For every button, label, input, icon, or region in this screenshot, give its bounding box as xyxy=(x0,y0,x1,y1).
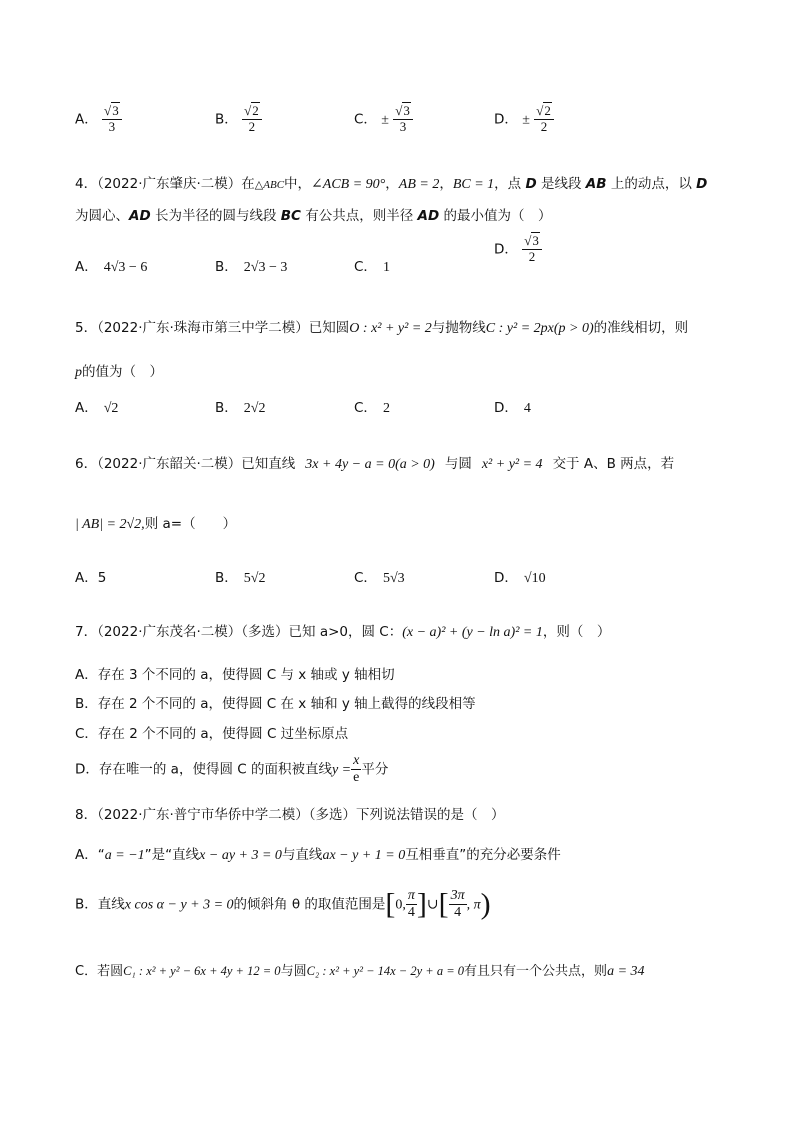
q5-option-d[interactable] xyxy=(494,396,531,417)
math-expression: x cos α − y + 3 = 0 xyxy=(124,897,234,913)
denominator: 3 xyxy=(399,118,407,134)
fraction: $\frac{√2}{2}$ xyxy=(534,104,554,135)
question-number: 7． xyxy=(75,624,98,640)
denominator: 2 xyxy=(248,118,256,134)
q4-option-c[interactable] xyxy=(354,255,390,276)
question-number: 8． xyxy=(75,807,98,823)
fraction: $\frac{√3}{3}$ xyxy=(102,104,122,135)
option-value: 4√3 − 6 xyxy=(103,260,148,275)
denominator: 4 xyxy=(454,905,462,921)
text: 交于 A、B 两点，若 xyxy=(552,456,675,472)
question-source: （2022·广东茂名·二模）（多选）已知 a>0，圆 C： xyxy=(97,624,403,640)
option-letter: B． xyxy=(215,111,238,128)
option-letter: B． xyxy=(75,896,98,913)
option-value: 1 xyxy=(382,260,390,275)
text: “ xyxy=(97,847,105,863)
numerator: 3π xyxy=(449,888,467,905)
option-letter: C． xyxy=(354,400,377,416)
option-letter: A． xyxy=(75,570,98,586)
q4-option-d[interactable] xyxy=(494,234,542,265)
math-expression: y = xyxy=(331,762,352,778)
math-variable: AD xyxy=(417,208,440,224)
option-letter: C． xyxy=(354,570,377,586)
math-expression: △ABC xyxy=(254,179,285,191)
denominator: 2 xyxy=(528,248,536,264)
option-letter: D． xyxy=(494,570,518,586)
q7-option-c[interactable]: C．存在 2 个不同的 a，使得圆 C 过坐标原点 xyxy=(75,726,349,742)
text: 有公共点，则半径 xyxy=(300,208,418,224)
option-value: 5√2 xyxy=(243,571,266,586)
q7-option-a[interactable]: A．存在 3 个不同的 a，使得圆 C 与 x 轴或 y 轴相切 xyxy=(75,667,395,683)
text: 与圆 xyxy=(444,456,472,472)
fraction xyxy=(351,753,361,786)
text: 平分 xyxy=(361,761,389,778)
denominator: 3 xyxy=(108,118,116,134)
q6-option-a[interactable] xyxy=(75,566,106,586)
option-letter: C． xyxy=(75,964,98,979)
math-variable: p xyxy=(75,365,82,380)
q3-option-a[interactable] xyxy=(75,104,122,135)
math-expression: BC = 1 xyxy=(452,177,495,192)
q5-option-a[interactable] xyxy=(75,396,118,417)
math-expression: C₂ : x² + y² − 14x − 2y + a = 0 xyxy=(306,964,465,978)
denominator: 4 xyxy=(407,905,415,921)
text: 的值为（ ） xyxy=(82,364,163,380)
math-expression: AB = 2 xyxy=(398,177,440,192)
plus-minus-sign: ± xyxy=(522,112,530,128)
denominator: e xyxy=(353,770,360,786)
text: 上的动点，以 xyxy=(606,176,697,192)
option-value: 2 xyxy=(382,401,390,416)
q3-option-c[interactable] xyxy=(354,104,413,135)
text: 则 a=（ ） xyxy=(144,516,237,532)
question-source: （2022·广东肇庆·二模）在 xyxy=(97,176,255,192)
q8-option-c[interactable] xyxy=(75,960,645,980)
numerator: π xyxy=(406,888,417,905)
math-expression: 0, xyxy=(395,897,406,913)
numerator: x xyxy=(351,753,361,770)
math-expression: | AB| = 2√2, xyxy=(75,517,145,532)
radicand: 3 xyxy=(403,103,410,118)
radicand: 2 xyxy=(252,103,259,118)
q7-stem xyxy=(75,620,610,641)
question-number: 5． xyxy=(75,320,98,336)
option-value: 5√3 xyxy=(382,571,405,586)
option-value: 4 xyxy=(523,401,531,416)
math-expression: C : y² = 2px(p > 0) xyxy=(485,321,594,336)
q5-option-b[interactable] xyxy=(215,396,265,417)
option-letter: B． xyxy=(215,259,238,275)
q8-option-b[interactable]: B．直线x cos α − y + 3 = 0的倾斜角 θ 的取值范围是[0, $\frac{\pi}{4}$ ]∪[ $\frac{3\pi}{4}$ , π) xyxy=(75,887,491,921)
plus-minus-sign: ± xyxy=(381,112,389,128)
union-symbol: ∪ xyxy=(426,897,439,913)
question-source: （2022·广东·珠海市第三中学二模）已知圆 xyxy=(97,320,350,336)
math-expression: ∠ACB = 90° xyxy=(311,177,386,192)
math-expression: C₁ : x² + y² − 6x + 4y + 12 = 0 xyxy=(123,964,281,978)
text: 与圆 xyxy=(280,964,307,979)
fraction: $\frac{√3}{3}$ xyxy=(393,104,413,135)
q5-stem-line-1 xyxy=(75,316,688,337)
math-expression: (x − a)² + (y − ln a)² = 1 xyxy=(402,625,543,640)
text: 的最小值为（ ） xyxy=(439,208,552,224)
option-letter: A． xyxy=(75,111,98,128)
q4-option-a[interactable] xyxy=(75,255,147,276)
text: 为圆心、 xyxy=(75,208,129,224)
q4-stem-line-2 xyxy=(75,204,552,224)
math-expression: x − ay + 3 = 0 xyxy=(199,848,282,863)
option-letter: A． xyxy=(75,400,98,416)
q3-option-d[interactable] xyxy=(494,104,554,135)
option-value: √2 xyxy=(103,401,119,416)
text: 的倾斜角 θ 的取值范围是 xyxy=(233,896,386,913)
q6-option-c[interactable] xyxy=(354,566,405,587)
math-variable: D xyxy=(696,176,708,192)
q3-option-b[interactable] xyxy=(215,104,262,135)
question-number: 4． xyxy=(75,176,98,192)
fraction: $\frac{√3}{2}$ xyxy=(522,234,542,265)
option-letter: D． xyxy=(494,400,518,416)
fraction: $\frac{√2}{2}$ xyxy=(242,104,262,135)
q5-option-c[interactable] xyxy=(354,396,390,417)
q6-option-d[interactable] xyxy=(494,566,546,587)
math-expression: O : x² + y² = 2 xyxy=(349,321,432,336)
math-expression: 3x + 4y − a = 0(a > 0) xyxy=(305,457,435,472)
option-letter: B． xyxy=(215,400,238,416)
text: ”是“直线 xyxy=(144,847,200,863)
text: 中， xyxy=(284,176,312,192)
math-variable: D xyxy=(525,176,537,192)
question-number: 6． xyxy=(75,456,98,472)
text: 长为半径的圆与线段 xyxy=(150,208,281,224)
option-letter: A． xyxy=(75,847,98,863)
radicand: 2 xyxy=(544,103,551,118)
fraction xyxy=(406,888,417,921)
option-letter: D． xyxy=(494,241,518,258)
text: 是线段 xyxy=(536,176,586,192)
option-value: 2√3 − 3 xyxy=(243,260,288,275)
text: 与直线 xyxy=(281,847,323,863)
q4-option-b[interactable] xyxy=(215,255,287,276)
option-value: 5 xyxy=(97,570,107,586)
text: D．存在唯一的 a，使得圆 C 的面积被直线 xyxy=(75,761,332,778)
q6-option-b[interactable] xyxy=(215,566,265,587)
text: ，点 xyxy=(494,176,526,192)
option-letter: B． xyxy=(215,570,238,586)
q6-stem-line-1 xyxy=(75,452,674,473)
q7-option-d[interactable] xyxy=(75,753,388,786)
option-value: 2√2 xyxy=(243,401,266,416)
math-expression: a = 34 xyxy=(607,964,645,979)
radicand: 3 xyxy=(112,103,119,118)
option-letter: D． xyxy=(494,111,518,128)
text: 若圆 xyxy=(97,964,124,979)
q6-stem-line-2 xyxy=(75,512,236,533)
denominator: 2 xyxy=(540,118,548,134)
option-value: √10 xyxy=(523,571,546,586)
text: 互相垂直”的充分必要条件 xyxy=(405,847,561,863)
math-expression: x² + y² = 4 xyxy=(481,457,543,472)
q8-option-a[interactable] xyxy=(75,843,561,864)
option-letter: A． xyxy=(75,259,98,275)
text: 的准线相切，则 xyxy=(593,320,689,336)
math-variable: BC xyxy=(280,208,301,224)
question-source: （2022·广东·普宁市华侨中学二模）（多选）下列说法错误的是（ ） xyxy=(97,807,505,823)
option-letter: C． xyxy=(354,111,377,128)
q7-option-b[interactable]: B．存在 2 个不同的 a，使得圆 C 在 x 轴和 y 轴上截得的线段相等 xyxy=(75,696,476,712)
text: 有且只有一个公共点，则 xyxy=(464,964,608,979)
math-expression: a = −1 xyxy=(104,848,145,863)
math-expression: , π xyxy=(466,897,481,913)
option-letter: C． xyxy=(354,259,377,275)
q4-stem-line-1: 4．（2022·广东肇庆·二模）在△ABC中，∠ACB = 90°，AB = 2，BC = 1，点 D 是线段 AB 上的动点，以 D xyxy=(75,176,708,192)
math-expression: ax − y + 1 = 0 xyxy=(322,848,406,863)
math-variable: AD xyxy=(129,208,151,224)
text: 与抛物线 xyxy=(431,320,486,336)
q5-stem-line-2 xyxy=(75,360,163,381)
text: ，则（ ） xyxy=(542,624,611,640)
fraction xyxy=(449,888,467,921)
math-variable: AB xyxy=(585,176,607,192)
q8-stem xyxy=(75,803,505,823)
radicand: 3 xyxy=(532,233,539,248)
text: 直线 xyxy=(97,896,125,913)
question-source: （2022·广东韶关·二模）已知直线 xyxy=(97,456,296,472)
